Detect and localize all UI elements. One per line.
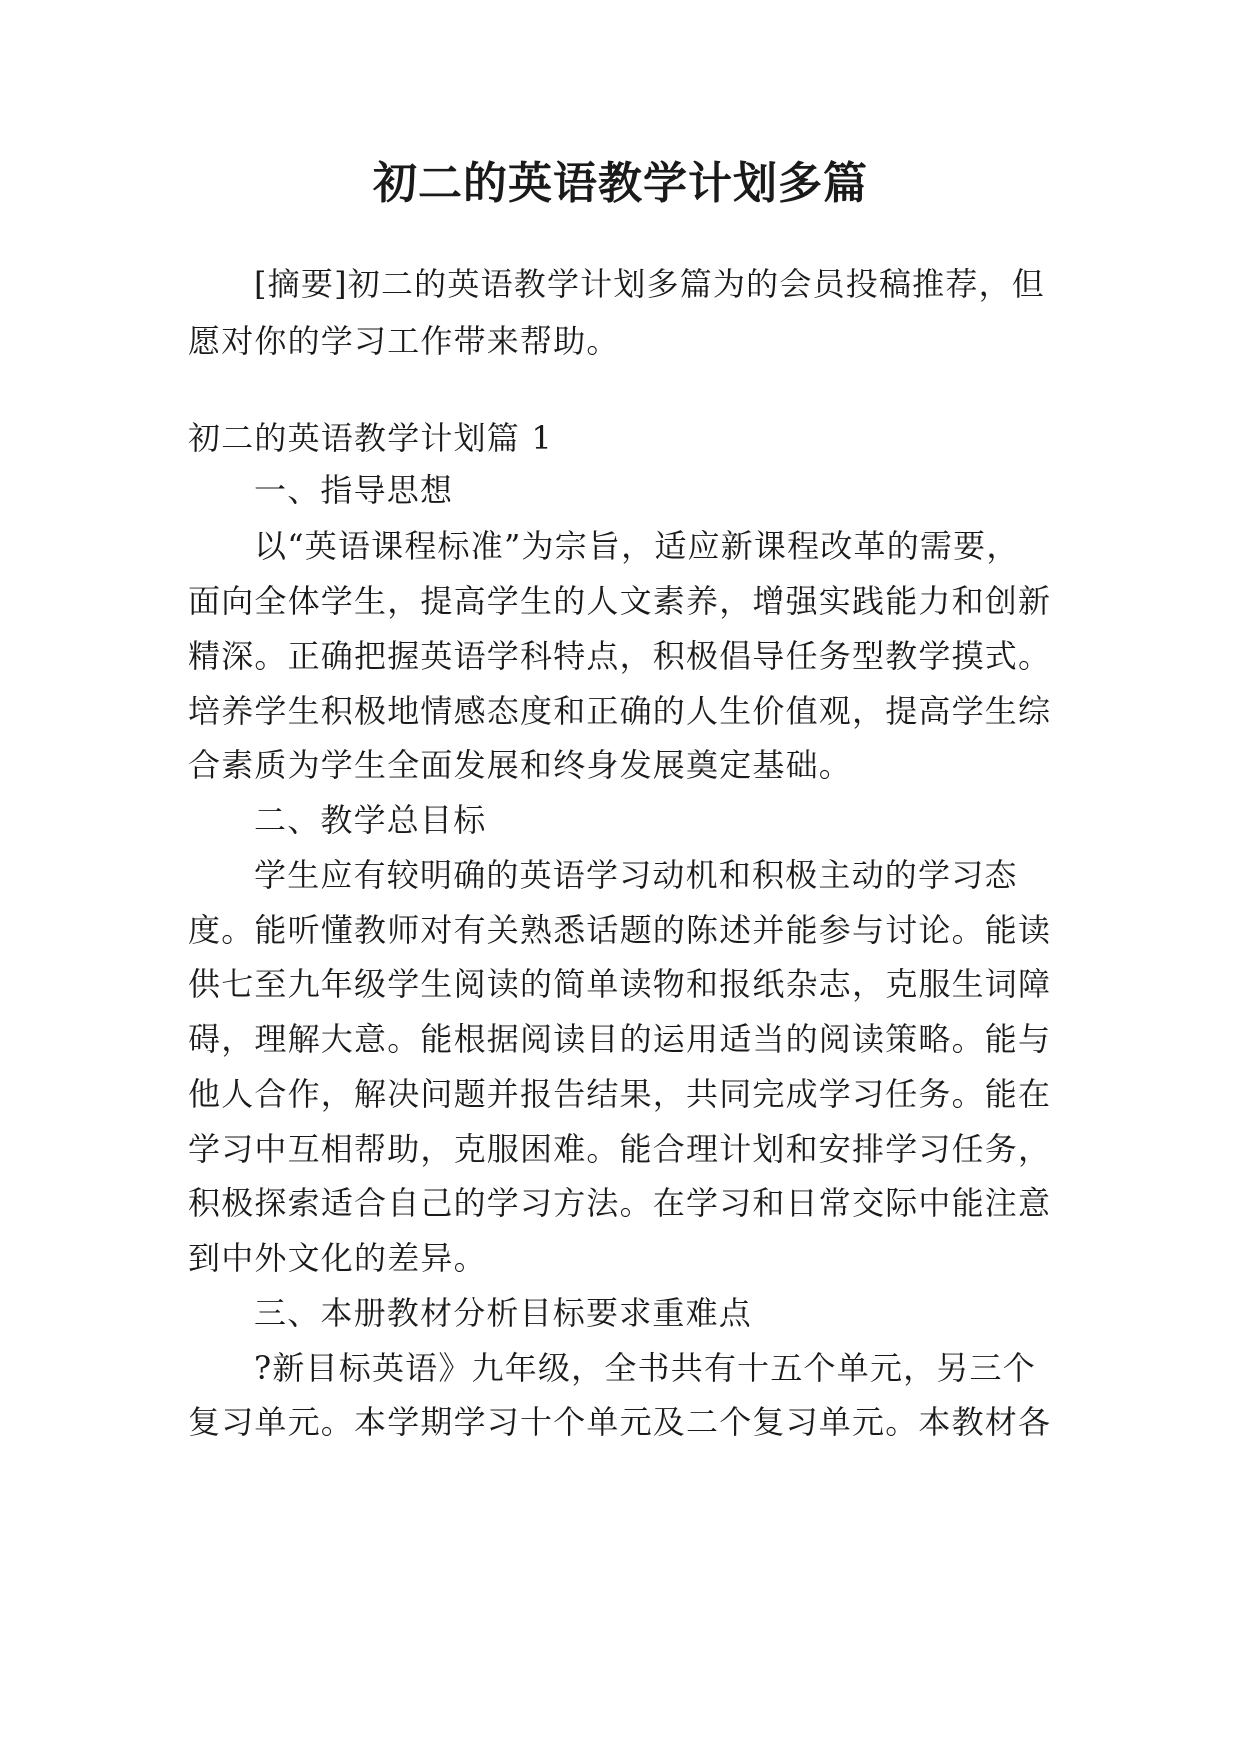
- paragraph-line: 学生应有较明确的英语学习动机和积极主动的学习态: [254, 856, 1018, 894]
- paragraph-line: 面向全体学生，提高学生的人文素养，增强实践能力和创新: [188, 582, 1052, 620]
- paragraph-line: 以“英语课程标准”为宗旨，适应新课程改革的需要，: [254, 527, 1020, 565]
- paragraph-line: 积极探索适合自己的学习方法。在学习和日常交际中能注意: [188, 1184, 1052, 1222]
- part-heading: 二、教学总目标: [254, 801, 487, 839]
- paragraph-line: 精深。正确把握英语学科特点，积极倡导任务型教学摸式。: [188, 637, 1052, 675]
- paragraph-line: 到中外文化的差异。: [188, 1239, 487, 1277]
- paragraph-line: 他人合作，解决问题并报告结果，共同完成学习任务。能在: [188, 1075, 1052, 1113]
- part-heading: 一、指导思想: [254, 471, 454, 509]
- paragraph-line: 度。能听懂教师对有关熟悉话题的陈述并能参与讨论。能读: [188, 911, 1052, 949]
- abstract-line: [摘要]初二的英语教学计划多篇为的会员投稿推荐，但: [254, 265, 1045, 303]
- paragraph-line: 培养学生积极地情感态度和正确的人生价值观，提高学生综: [188, 692, 1052, 730]
- section-heading: 初二的英语教学计划篇 1: [188, 419, 553, 457]
- paragraph-line: 碍，理解大意。能根据阅读目的运用适当的阅读策略。能与: [188, 1020, 1052, 1058]
- paragraph-line: ?新目标英语》九年级，全书共有十五个单元，另三个: [254, 1349, 1036, 1387]
- document-title: 初二的英语教学计划多篇: [373, 158, 868, 209]
- part-heading: 三、本册教材分析目标要求重难点: [254, 1294, 753, 1332]
- paragraph-line: 供七至九年级学生阅读的简单读物和报纸杂志，克服生词障: [188, 965, 1052, 1003]
- abstract-line: 愿对你的学习工作带来帮助。: [188, 322, 620, 360]
- paragraph-line: 复习单元。本学期学习十个单元及二个复习单元。本教材各: [188, 1403, 1052, 1441]
- paragraph-line: 合素质为学生全面发展和终身发展奠定基础。: [188, 746, 853, 784]
- paragraph-line: 学习中互相帮助，克服困难。能合理计划和安排学习任务，: [188, 1130, 1052, 1168]
